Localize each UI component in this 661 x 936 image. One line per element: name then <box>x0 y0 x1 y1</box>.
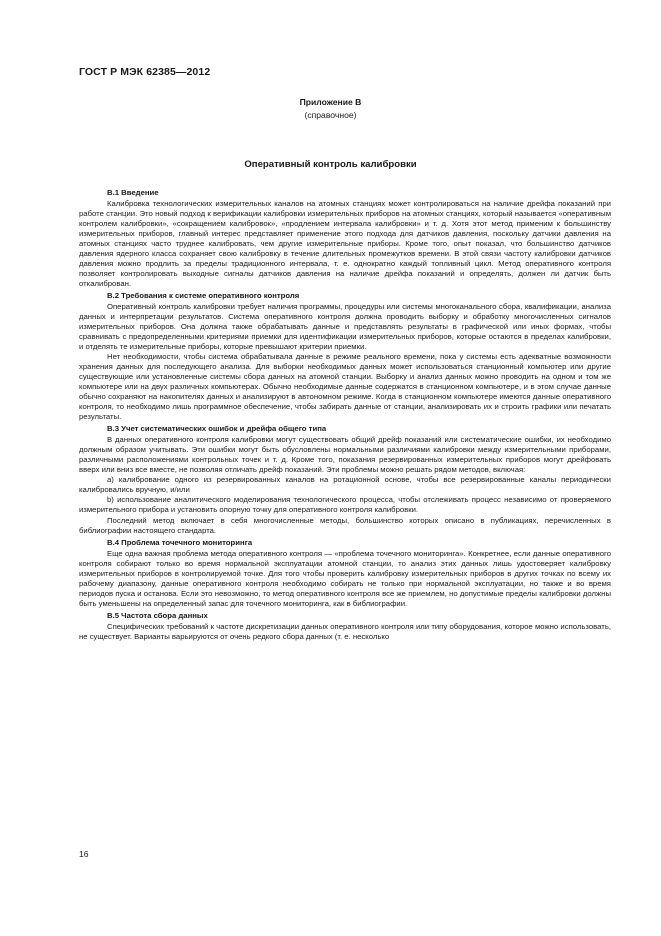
section-heading-b4: В.4 Проблема точечного мониторинга <box>107 537 253 547</box>
section-heading-b1: В.1 Введение <box>107 188 159 197</box>
list-item: а) калибрование одного из резервированных каналов на ротационной основе, чтобы все резервированные каналы периодически калибровались вручную, и/или <box>79 475 611 495</box>
annex-note: (справочное) <box>304 110 357 120</box>
paragraph: В данных оперативного контроля калибровки могут существовать общий дрейф показаний или систематические ошибки, их необходимо должным образом учитывать. Эти ошибки могут быть обусловлены нормальными различиями калибровки между измерительными приборами, различными расположениями контрольных точек и т. д. Кроме того, показания резервированных измерительных приборов могут дрейфовать вверх или вниз все вместе, не позволяя отличать дрейф показаний. Эти проблемы можно решать рядом методов, включая: <box>79 435 611 475</box>
paragraph: Специфических требований к частоте дискретизации данных оперативного контроля или типу оборудования, которое можно использовать, не существует. Варианты варьируются от очень редкого сбора данных (т. е. несколько <box>79 621 611 641</box>
annex-title: Приложение В <box>299 97 362 107</box>
paragraph: Еще одна важная проблема метода оперативного контроля — «проблема точечного мониторинга». Конкретнее, если данные оперативного контроля собирают только во время нормальной эксплуатации атомной станции, то анализ этих данных лишь удостоверяет калибровку измерительных приборов в контролируемой точке. Для того чтобы проверить калибровку измерительных приборов в других точках по всему их рабочему диапазону, данные оперативного контроля необходимо собирать не только при нормальной эксплуатации, но также и во время периодов пуска и останова. Если это невозможно, то метод оперативного контроля все же приемлем, но допустимые пределы калибровки должны быть уменьшены на определенный запас для точечного мониторинга, как в библиографии. <box>79 548 611 608</box>
document-body <box>79 188 611 642</box>
section-heading-b3: В.3 Учет систематических ошибок и дрейфа общего типа <box>107 424 327 434</box>
section-heading-b5: В.5 Частота сбора данных <box>107 610 208 620</box>
paragraph: Калибровка технологических измерительных каналов на атомных станциях может контролироваться на наличие дрейфа показаний при работе станции. Это новый подход к верификации калибровки измерительных приборов на атомных станциях, который называется «оперативным контролем калибровки», «сокращением калибровок», «продлением интервала калибровки» и т. д. Хотя этот метод применим к большинству измерительных приборов, главный интерес представляет применение этого подхода для датчиков давления, поскольку датчики давления на атомных станциях часто труднее калибровать, чем другие измерительные приборы. Кроме того, опыт показал, что большинство датчиков давления ядерного класса сохраняет свою калибровку в течение длительных промежутков времени. В этой связи частоту калибровки датчиков давления можно продлить за пределы традиционного интервала, т. е. однократно каждый топливный цикл. Метод оперативного контроля позволяет контролировать выходные сигналы датчиков давления на наличие дрейфа показаний и определять, должен ли датчик быть откалиброван. <box>79 199 611 289</box>
paragraph: Последний метод включает в себя многочисленные методы, большинство которых описано в публикациях, перечисленных в библиографии настоящего стандарта. <box>79 515 611 535</box>
section-heading-b2: В.2 Требования к системе оперативного контроля <box>107 291 300 301</box>
document-title: Оперативный контроль калибровки <box>244 159 417 170</box>
list-item: b) использование аналитического моделирования технологического процесса, чтобы отслеживать процесс независимо от проверяемого измерительного прибора и установить опорную точку для оперативного контроля калибровки. <box>79 495 611 515</box>
standard-header: ГОСТ Р МЭК 62385—2012 <box>79 66 211 78</box>
page-number: 16 <box>79 849 89 859</box>
paragraph: Оперативный контроль калибровки требует наличия программы, процедуры или системы многоканального сбора, квалификации, анализа данных и интерпретации результатов. Система оперативного контроля должна проводить выборку и обработку многочисленных сигналов измерительных приборов. Она должна также обрабатывать данные и представлять результаты в графической или иных формах, чтобы сравнивать с предопределенными критериями приемки для идентификации измерительных приборов, которые остаются в пределах калибровки, и отделять те измерительные приборы, которые превышают критерии приемки. <box>79 302 611 352</box>
paragraph: Нет необходимости, чтобы система обрабатывала данные в режиме реального времени, пока у системы есть адекватные возможности хранения данных для последующего анализа. Для выборки необходимых данных может использоваться станционный компьютер или другие существующие или установленные системы сбора данных на атомной станции. Выборку и анализ данных можно проводить на одном и том же компьютере или на двух различных компьютерах. Обычно необходимые данные содержатся в станционном компьютере, и в этом случае данные обычно сохраняют на накопителях данных и анализируют в автономном режиме. Когда в станционном компьютере имеются данные оперативного контроля, то необходимо лишь программное обеспечение, чтобы забирать данные от станции, анализировать их и строить графики или печатать результаты. <box>79 352 611 422</box>
